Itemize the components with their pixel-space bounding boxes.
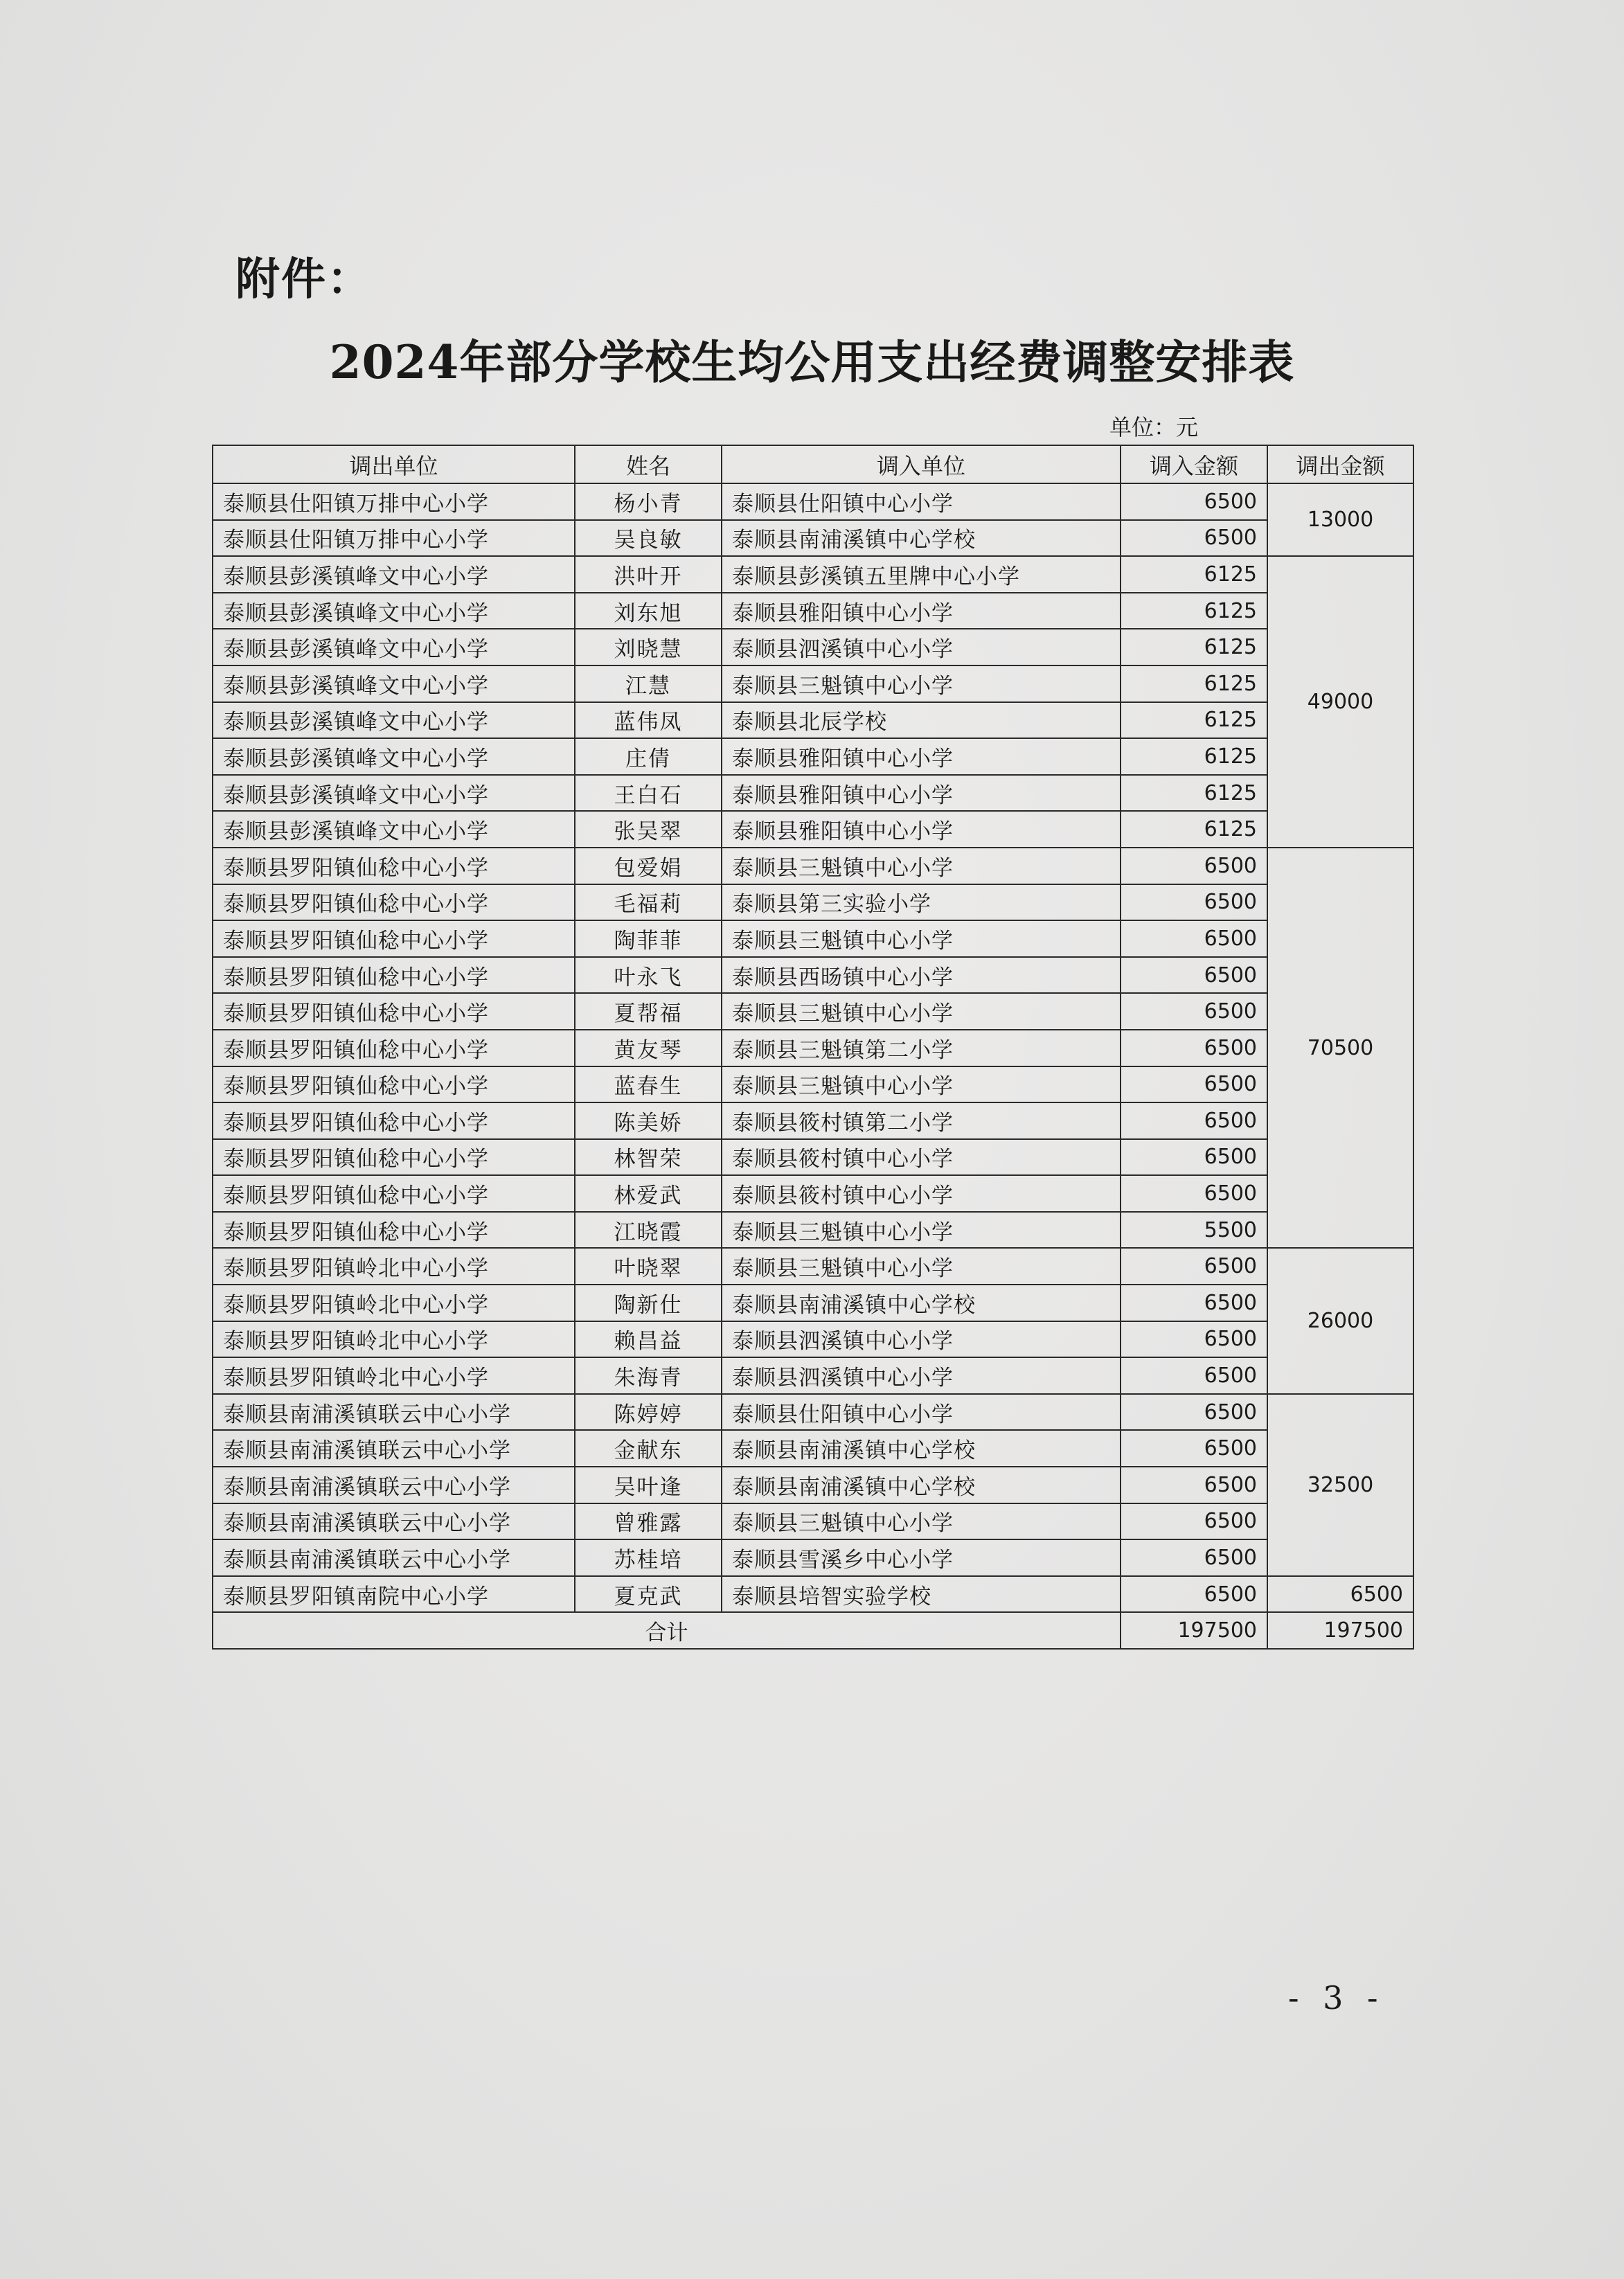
name-cell: 张吴翠	[575, 811, 722, 848]
header-in-unit: 调入单位	[722, 445, 1121, 483]
out-unit-cell: 泰顺县彭溪镇峰文中心小学	[213, 593, 575, 629]
total-label: 合计	[213, 1612, 1121, 1649]
out-unit-cell: 泰顺县罗阳镇岭北中心小学	[213, 1248, 575, 1285]
out-unit-cell: 泰顺县罗阳镇仙稔中心小学	[213, 1139, 575, 1176]
name-cell: 刘晓慧	[575, 629, 722, 665]
in-amount-cell: 6500	[1121, 848, 1267, 884]
out-amount-cell: 49000	[1267, 556, 1413, 848]
in-amount-cell: 6125	[1121, 811, 1267, 848]
out-unit-cell: 泰顺县南浦溪镇联云中心小学	[213, 1430, 575, 1467]
table-row	[213, 593, 1413, 629]
out-unit-cell: 泰顺县罗阳镇仙稔中心小学	[213, 1066, 575, 1103]
in-unit-cell: 泰顺县西旸镇中心小学	[722, 957, 1121, 994]
in-unit-cell: 泰顺县三魁镇中心小学	[722, 848, 1121, 884]
name-cell: 蓝伟凤	[575, 702, 722, 739]
out-amount-cell: 26000	[1267, 1248, 1413, 1393]
in-amount-cell: 6125	[1121, 629, 1267, 665]
out-unit-cell: 泰顺县彭溪镇峰文中心小学	[213, 738, 575, 775]
in-amount-cell: 6500	[1121, 1139, 1267, 1176]
out-unit-cell: 泰顺县罗阳镇岭北中心小学	[213, 1321, 575, 1358]
table-row	[213, 629, 1413, 665]
name-cell: 蓝春生	[575, 1066, 722, 1103]
out-unit-cell: 泰顺县罗阳镇仙稔中心小学	[213, 1175, 575, 1212]
table-body	[213, 483, 1413, 1612]
table-row	[213, 1503, 1413, 1540]
name-cell: 洪叶开	[575, 556, 722, 593]
in-amount-cell: 6125	[1121, 665, 1267, 702]
out-unit-cell: 泰顺县罗阳镇仙稔中心小学	[213, 920, 575, 957]
table-row	[213, 702, 1413, 739]
in-unit-cell: 泰顺县雪溪乡中心小学	[722, 1539, 1121, 1576]
document-title: 2024年部分学校生均公用支出经费调整安排表	[329, 335, 1295, 389]
table-row	[213, 1357, 1413, 1394]
table-row	[213, 1248, 1413, 1285]
table-row	[213, 1430, 1413, 1467]
out-unit-cell: 泰顺县彭溪镇峰文中心小学	[213, 702, 575, 739]
name-cell: 曾雅露	[575, 1503, 722, 1540]
in-amount-cell: 6500	[1121, 920, 1267, 957]
in-amount-cell: 6500	[1121, 520, 1267, 557]
table-row	[213, 738, 1413, 775]
attachment-label: 附件：	[235, 253, 373, 305]
name-cell: 赖昌益	[575, 1321, 722, 1358]
in-unit-cell: 泰顺县雅阳镇中心小学	[722, 593, 1121, 629]
in-amount-cell: 6500	[1121, 1576, 1267, 1613]
in-unit-cell: 泰顺县筱村镇中心小学	[722, 1175, 1121, 1212]
in-amount-cell: 6500	[1121, 1539, 1267, 1576]
out-amount-cell: 6500	[1267, 1576, 1413, 1613]
in-unit-cell: 泰顺县三魁镇中心小学	[722, 993, 1121, 1030]
in-unit-cell: 泰顺县泗溪镇中心小学	[722, 1357, 1121, 1394]
out-unit-cell: 泰顺县罗阳镇南院中心小学	[213, 1576, 575, 1613]
in-unit-cell: 泰顺县泗溪镇中心小学	[722, 629, 1121, 665]
header-name: 姓名	[575, 445, 722, 483]
out-unit-cell: 泰顺县彭溪镇峰文中心小学	[213, 775, 575, 812]
table-row	[213, 1321, 1413, 1358]
name-cell: 刘东旭	[575, 593, 722, 629]
out-unit-cell: 泰顺县罗阳镇仙稔中心小学	[213, 1102, 575, 1139]
out-unit-cell: 泰顺县罗阳镇仙稔中心小学	[213, 957, 575, 994]
table-row	[213, 957, 1413, 994]
table-row	[213, 775, 1413, 812]
out-unit-cell: 泰顺县罗阳镇仙稔中心小学	[213, 848, 575, 884]
in-amount-cell: 6500	[1121, 1321, 1267, 1358]
table-row	[213, 1066, 1413, 1103]
in-amount-cell: 6125	[1121, 775, 1267, 812]
in-unit-cell: 泰顺县培智实验学校	[722, 1576, 1121, 1613]
in-unit-cell: 泰顺县雅阳镇中心小学	[722, 811, 1121, 848]
adjustment-table	[212, 445, 1414, 1650]
in-unit-cell: 泰顺县南浦溪镇中心学校	[722, 520, 1121, 557]
table-row	[213, 1212, 1413, 1249]
name-cell: 陈美娇	[575, 1102, 722, 1139]
out-unit-cell: 泰顺县彭溪镇峰文中心小学	[213, 665, 575, 702]
in-amount-cell: 6125	[1121, 593, 1267, 629]
name-cell: 陶新仕	[575, 1285, 722, 1321]
table-row	[213, 1030, 1413, 1066]
in-amount-cell: 6500	[1121, 1503, 1267, 1540]
name-cell: 黄友琴	[575, 1030, 722, 1066]
table-row	[213, 483, 1413, 520]
in-amount-cell: 6500	[1121, 957, 1267, 994]
in-unit-cell: 泰顺县泗溪镇中心小学	[722, 1321, 1121, 1358]
in-unit-cell: 泰顺县第三实验小学	[722, 884, 1121, 921]
in-amount-cell: 6500	[1121, 1285, 1267, 1321]
table-row	[213, 1576, 1413, 1613]
in-amount-cell: 6125	[1121, 556, 1267, 593]
table-row	[213, 1285, 1413, 1321]
header-out-unit: 调出单位	[213, 445, 575, 483]
total-in-amount: 197500	[1121, 1612, 1267, 1649]
name-cell: 江晓霞	[575, 1212, 722, 1249]
out-unit-cell: 泰顺县罗阳镇仙稔中心小学	[213, 884, 575, 921]
in-unit-cell: 泰顺县彭溪镇五里牌中心小学	[722, 556, 1121, 593]
name-cell: 叶晓翠	[575, 1248, 722, 1285]
in-amount-cell: 6500	[1121, 1248, 1267, 1285]
page-number: - 3 -	[1288, 1979, 1385, 2017]
out-unit-cell: 泰顺县罗阳镇岭北中心小学	[213, 1357, 575, 1394]
out-unit-cell: 泰顺县彭溪镇峰文中心小学	[213, 556, 575, 593]
unit-label: 单位：元	[1109, 414, 1199, 440]
in-unit-cell: 泰顺县筱村镇第二小学	[722, 1102, 1121, 1139]
in-amount-cell: 6125	[1121, 738, 1267, 775]
table-row	[213, 920, 1413, 957]
total-out-amount: 197500	[1267, 1612, 1413, 1649]
in-unit-cell: 泰顺县三魁镇中心小学	[722, 665, 1121, 702]
in-unit-cell: 泰顺县南浦溪镇中心学校	[722, 1430, 1121, 1467]
name-cell: 江慧	[575, 665, 722, 702]
out-unit-cell: 泰顺县南浦溪镇联云中心小学	[213, 1394, 575, 1431]
name-cell: 陈婷婷	[575, 1394, 722, 1431]
out-unit-cell: 泰顺县彭溪镇峰文中心小学	[213, 811, 575, 848]
out-unit-cell: 泰顺县罗阳镇仙稔中心小学	[213, 1212, 575, 1249]
total-row	[213, 1612, 1413, 1649]
name-cell: 朱海青	[575, 1357, 722, 1394]
in-amount-cell: 6500	[1121, 1066, 1267, 1103]
name-cell: 王白石	[575, 775, 722, 812]
name-cell: 夏克武	[575, 1576, 722, 1613]
name-cell: 金献东	[575, 1430, 722, 1467]
table-row	[213, 993, 1413, 1030]
in-unit-cell: 泰顺县三魁镇中心小学	[722, 1066, 1121, 1103]
name-cell: 林智荣	[575, 1139, 722, 1176]
out-amount-cell: 32500	[1267, 1394, 1413, 1576]
name-cell: 陶菲菲	[575, 920, 722, 957]
table-row	[213, 884, 1413, 921]
in-unit-cell: 泰顺县三魁镇中心小学	[722, 1503, 1121, 1540]
name-cell: 吴良敏	[575, 520, 722, 557]
in-unit-cell: 泰顺县北辰学校	[722, 702, 1121, 739]
out-unit-cell: 泰顺县仕阳镇万排中心小学	[213, 520, 575, 557]
name-cell: 叶永飞	[575, 957, 722, 994]
header-out-amount: 调出金额	[1267, 445, 1413, 483]
name-cell: 包爱娟	[575, 848, 722, 884]
in-amount-cell: 6500	[1121, 1102, 1267, 1139]
header-in-amount: 调入金额	[1121, 445, 1267, 483]
in-amount-cell: 6500	[1121, 884, 1267, 921]
in-unit-cell: 泰顺县三魁镇中心小学	[722, 1248, 1121, 1285]
out-unit-cell: 泰顺县罗阳镇仙稔中心小学	[213, 1030, 575, 1066]
in-unit-cell: 泰顺县三魁镇中心小学	[722, 1212, 1121, 1249]
table-row	[213, 665, 1413, 702]
in-unit-cell: 泰顺县雅阳镇中心小学	[722, 738, 1121, 775]
name-cell: 杨小青	[575, 483, 722, 520]
name-cell: 夏帮福	[575, 993, 722, 1030]
table-header-row	[213, 445, 1413, 483]
in-amount-cell: 6500	[1121, 1030, 1267, 1066]
out-unit-cell: 泰顺县罗阳镇岭北中心小学	[213, 1285, 575, 1321]
in-unit-cell: 泰顺县南浦溪镇中心学校	[722, 1467, 1121, 1503]
in-amount-cell: 6500	[1121, 1357, 1267, 1394]
out-unit-cell: 泰顺县彭溪镇峰文中心小学	[213, 629, 575, 665]
out-unit-cell: 泰顺县仕阳镇万排中心小学	[213, 483, 575, 520]
in-amount-cell: 6500	[1121, 993, 1267, 1030]
table-row	[213, 1175, 1413, 1212]
table-row	[213, 556, 1413, 593]
out-amount-cell: 70500	[1267, 848, 1413, 1249]
in-unit-cell: 泰顺县三魁镇第二小学	[722, 1030, 1121, 1066]
name-cell: 林爱武	[575, 1175, 722, 1212]
name-cell: 苏桂培	[575, 1539, 722, 1576]
in-amount-cell: 6500	[1121, 483, 1267, 520]
in-unit-cell: 泰顺县筱村镇中心小学	[722, 1139, 1121, 1176]
in-unit-cell: 泰顺县仕阳镇中心小学	[722, 483, 1121, 520]
in-unit-cell: 泰顺县三魁镇中心小学	[722, 920, 1121, 957]
out-amount-cell: 13000	[1267, 483, 1413, 556]
out-unit-cell: 泰顺县罗阳镇仙稔中心小学	[213, 993, 575, 1030]
table-row	[213, 1102, 1413, 1139]
table-row	[213, 811, 1413, 848]
table-row	[213, 1539, 1413, 1576]
table-row	[213, 1467, 1413, 1503]
in-amount-cell: 6500	[1121, 1175, 1267, 1212]
in-unit-cell: 泰顺县南浦溪镇中心学校	[722, 1285, 1121, 1321]
name-cell: 庄倩	[575, 738, 722, 775]
name-cell: 吴叶逢	[575, 1467, 722, 1503]
out-unit-cell: 泰顺县南浦溪镇联云中心小学	[213, 1503, 575, 1540]
in-amount-cell: 6500	[1121, 1394, 1267, 1431]
in-unit-cell: 泰顺县仕阳镇中心小学	[722, 1394, 1121, 1431]
out-unit-cell: 泰顺县南浦溪镇联云中心小学	[213, 1539, 575, 1576]
table-row	[213, 848, 1413, 884]
name-cell: 毛福莉	[575, 884, 722, 921]
in-unit-cell: 泰顺县雅阳镇中心小学	[722, 775, 1121, 812]
table-row	[213, 1139, 1413, 1176]
in-amount-cell: 6500	[1121, 1467, 1267, 1503]
in-amount-cell: 6500	[1121, 1430, 1267, 1467]
table-row	[213, 520, 1413, 557]
table-row	[213, 1394, 1413, 1431]
out-unit-cell: 泰顺县南浦溪镇联云中心小学	[213, 1467, 575, 1503]
in-amount-cell: 6125	[1121, 702, 1267, 739]
in-amount-cell: 5500	[1121, 1212, 1267, 1249]
